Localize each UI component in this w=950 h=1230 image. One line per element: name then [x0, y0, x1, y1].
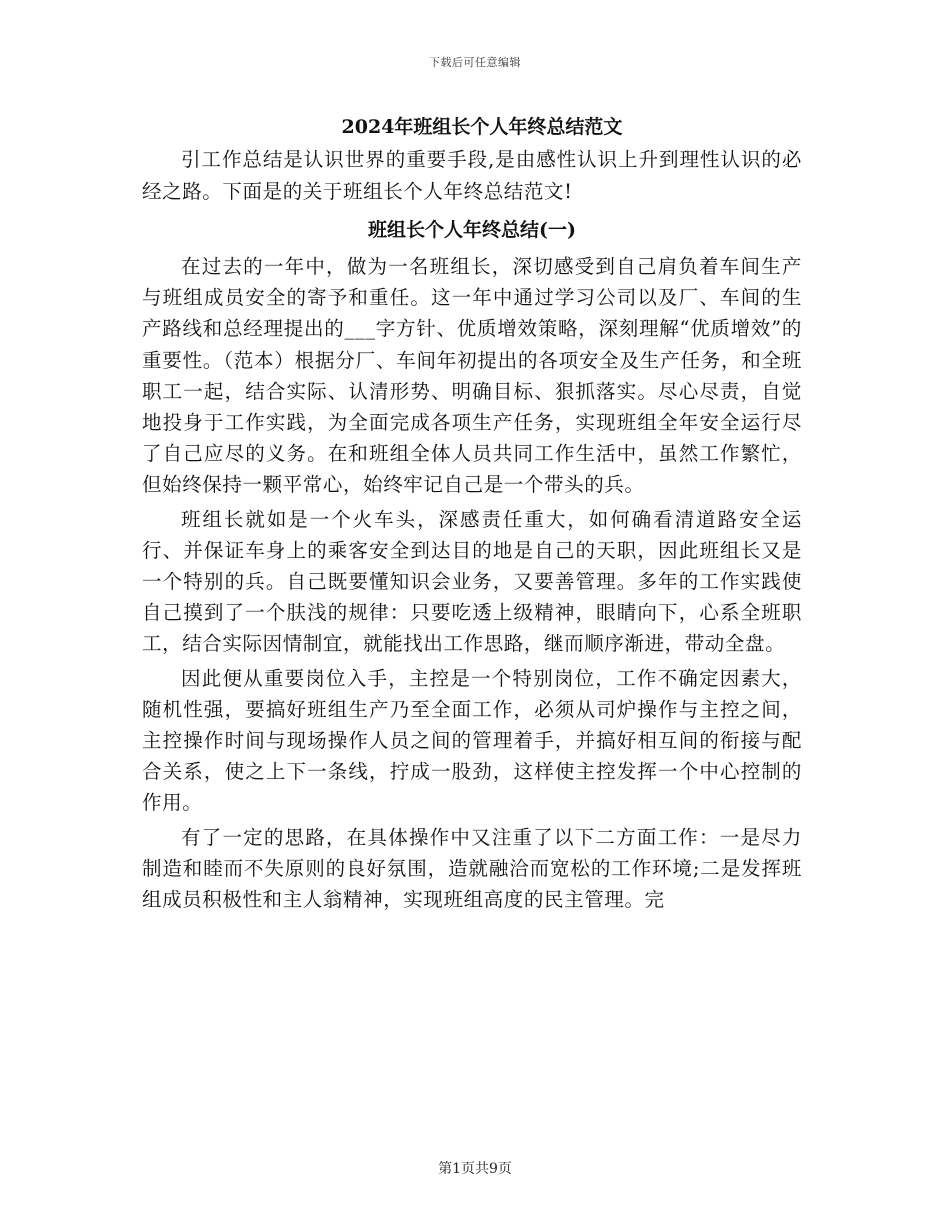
- intro-paragraph: 引工作总结是认识世界的重要手段,是由感性认识上升到理性认识的必经之路。下面是的关于班组长个人年终总结范文!: [142, 148, 802, 203]
- body-paragraph-1: 在过去的一年中，做为一名班组长，深切感受到自己肩负着车间生产与班组成员安全的寄予和重任。这一年中通过学习公司以及厂、车间的生产路线和总经理提出的___字方针、优质增效策略，深刻理解“优质增效”的重要性。（范本）根据分厂、车间年初提出的各项安全及生产任务，和全班职工一起，结合实际、认清形势、明确目标、狠抓落实。尽心尽责，自觉地投身于工作实践，为全面完成各项生产任务，实现班组全年安全运行尽了自己应尽的义务。在和班组全体人员共同工作生活中，虽然工作繁忙，但始终保持一颗平常心，始终牢记自己是一个带头的兵。: [142, 255, 802, 497]
- body-paragraph-4: 有了一定的思路，在具体操作中又注重了以下二方面工作：一是尽力制造和睦而不失原则的良好氛围，造就融洽而宽松的工作环境;二是发挥班组成员积极性和主人翁精神，实现班组高度的民主管理。完: [142, 825, 802, 912]
- page-indicator: 第1页共9页: [438, 1161, 512, 1177]
- section-heading: 班组长个人年终总结(一): [368, 219, 576, 241]
- body-paragraph-3: 因此便从重要岗位入手，主控是一个特别岗位，工作不确定因素大，随机性强，要搞好班组生产乃至全面工作，必须从司炉操作与主控之间，主控操作时间与现场操作人员之间的管理着手，并搞好相互间的衔接与配合关系，使之上下一条线，拧成一股劲，这样使主控发挥一个中心控制的作用。: [142, 666, 802, 815]
- document-title: 2024年班组长个人年终总结范文: [341, 116, 623, 138]
- document-body: [142, 110, 802, 915]
- header-note: 下载后可任意编辑: [429, 56, 521, 69]
- body-paragraph-2: 班组长就如是一个火车头，深感责任重大，如何确看清道路安全运行、并保证车身上的乘客安全到达目的地是自己的天职，因此班组长又是一个特别的兵。自己既要懂知识会业务，又要善管理。多年的工作实践使自己摸到了一个肤浅的规律：只要吃透上级精神，眼睛向下，心系全班职工，结合实际因情制宜，就能找出工作思路，继而顺序渐进，带动全盘。: [142, 507, 802, 656]
